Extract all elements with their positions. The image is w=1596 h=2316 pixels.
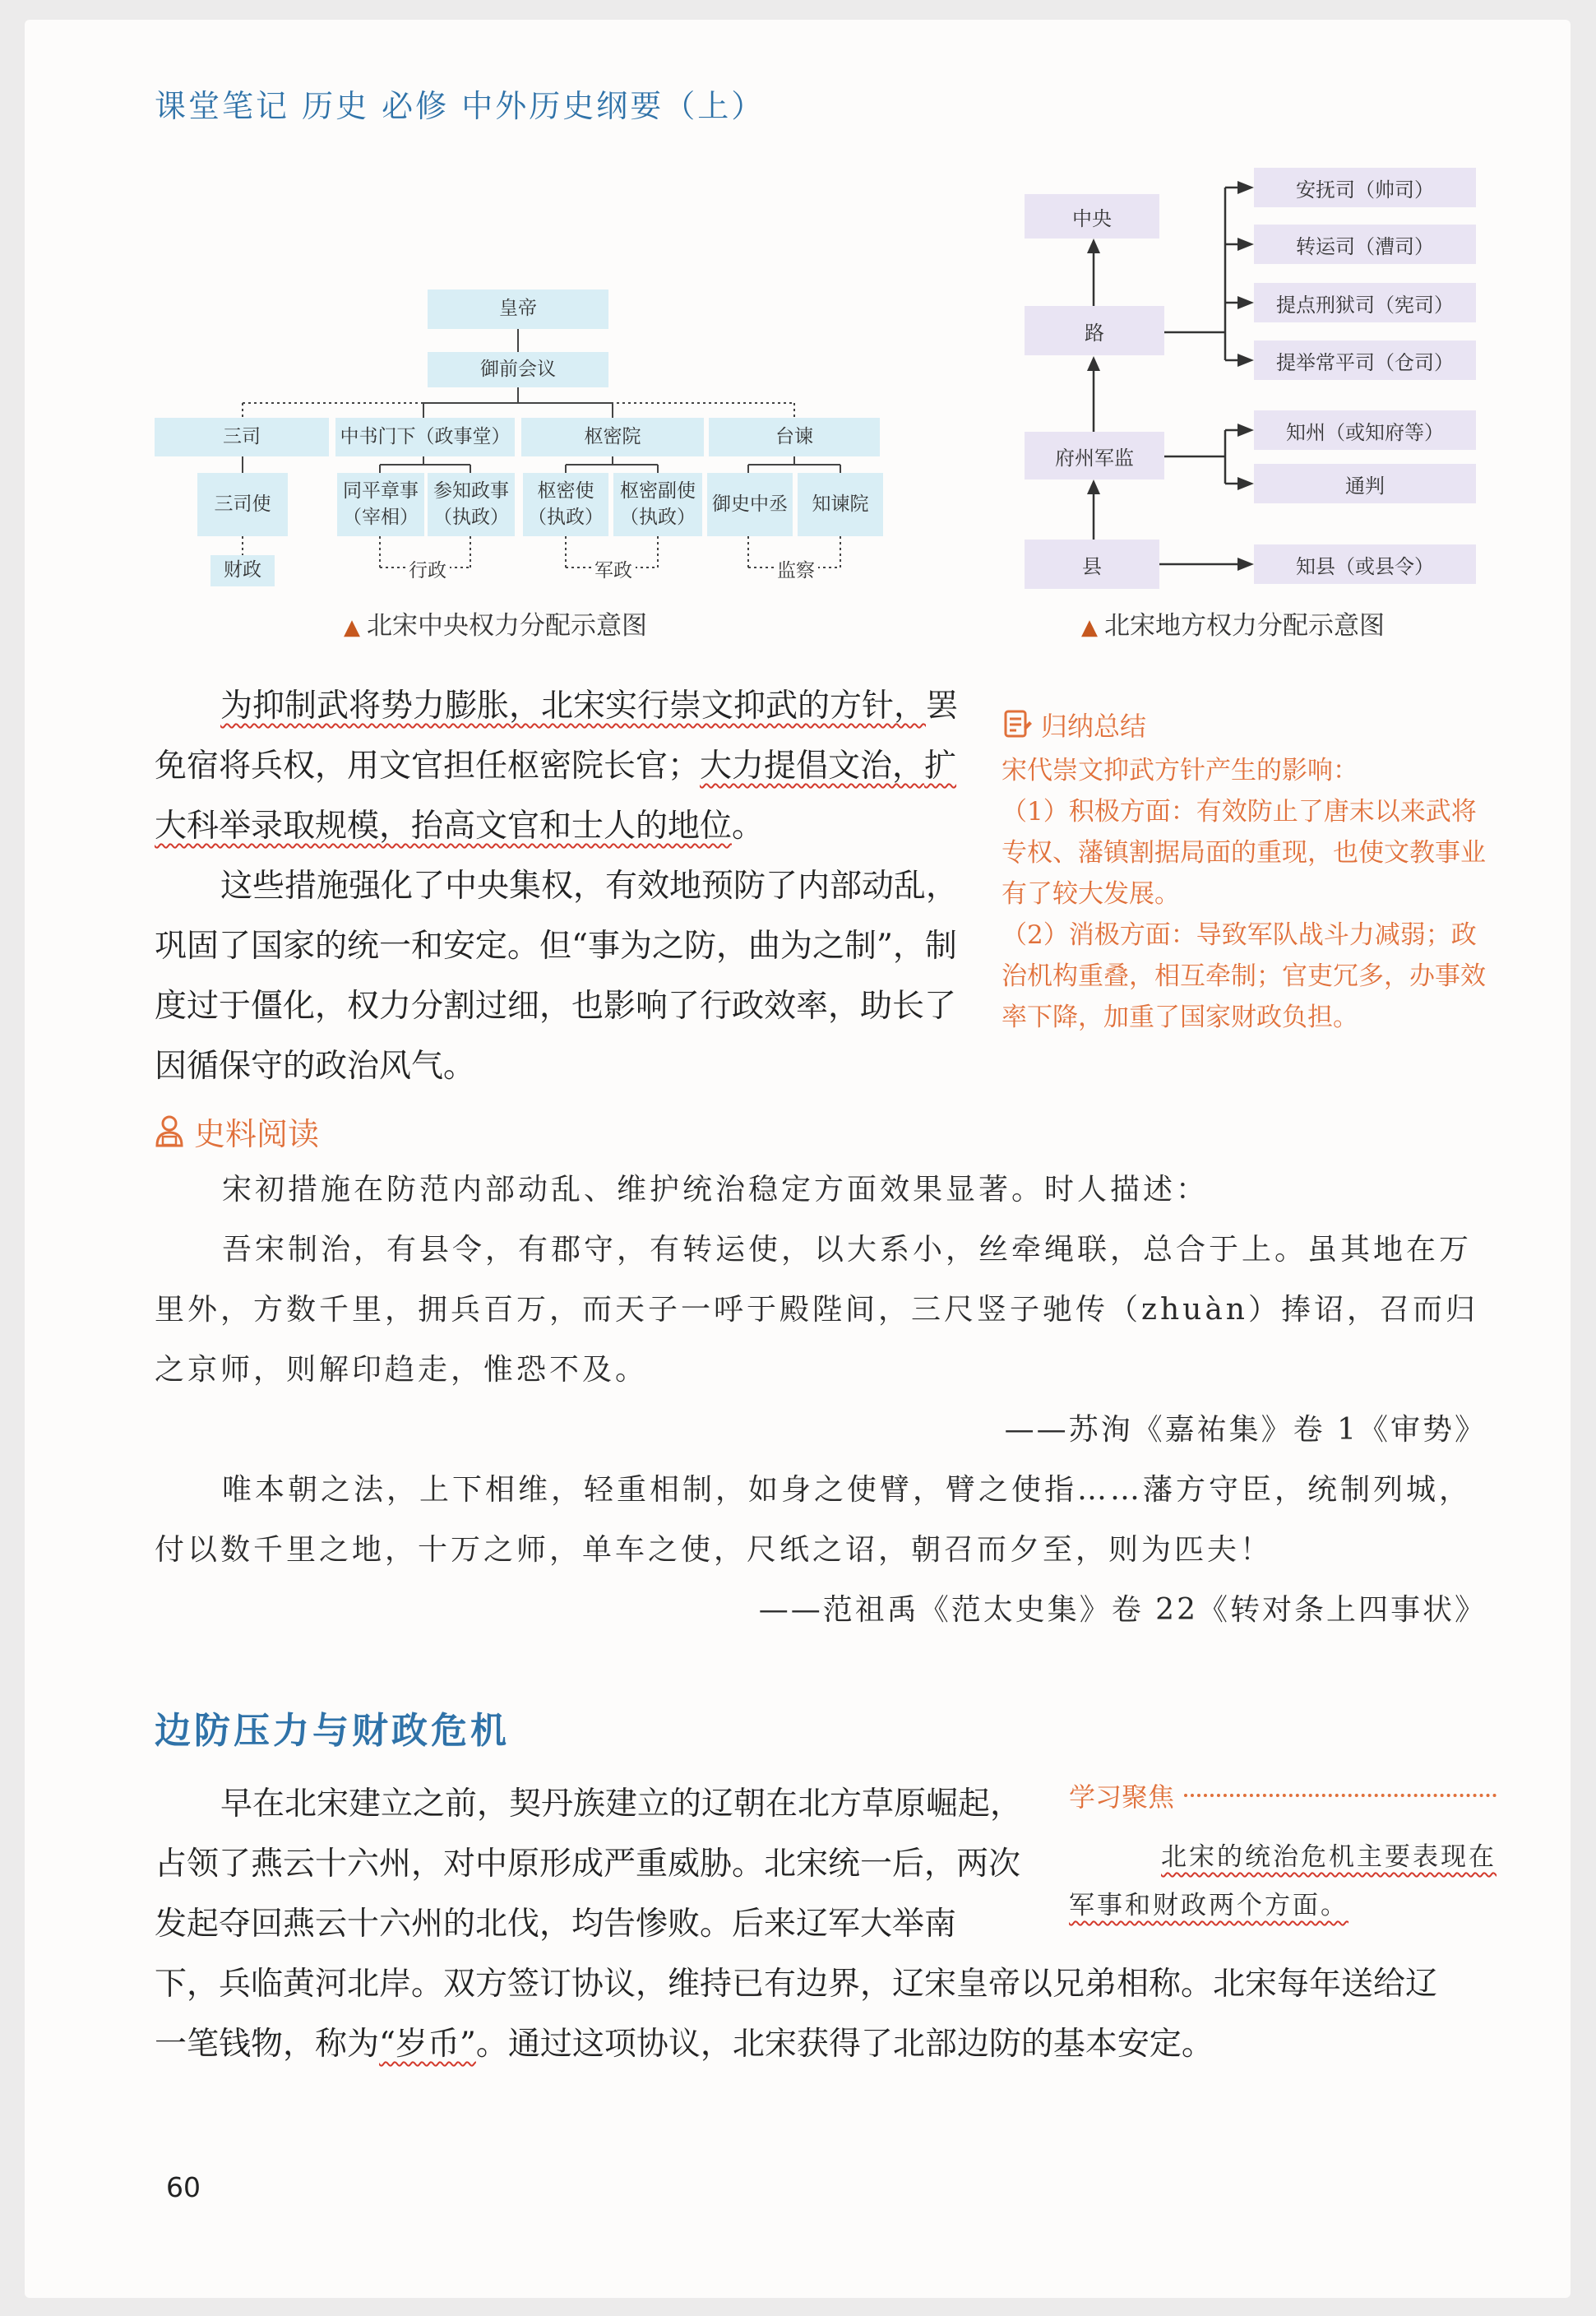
- focus-line-1: 北宋的统治危机主要表现在: [1161, 1842, 1497, 1872]
- focus-line-2: 军事和财政两个方面。: [1069, 1891, 1349, 1920]
- function-supervision: 监察: [774, 555, 818, 582]
- office-zhuanyunsi: 转运司（漕司）: [1254, 225, 1476, 264]
- reading-quote-1: 吾宋制治，有县令，有郡守，有转运使，以大系小，丝牵绳联，总合于上。虽其地在万里外，方数千里，拥兵百万，而天子一呼于殿陛间，三尺竖子驰传（zhuàn）捧诏，召而归之京师，则解印趋走，惟恐不及。: [155, 1233, 1478, 1387]
- summary-line: （2）消极方面：导致军队战斗力减弱；政治机构重叠，相互牵制；官吏冗多，办事效率下降，加重了国家财政负担。: [1002, 920, 1486, 1032]
- dept-sansi: 三司: [155, 418, 329, 456]
- official-zhijian: 知谏院: [798, 473, 883, 536]
- running-header: 课堂笔记 历史 必修 中外历史纲要（上）: [155, 88, 766, 124]
- reading-source-2: ——范祖禹《范太史集》卷 22《转对条上四事状》: [758, 1593, 1487, 1627]
- summary-box: [1002, 706, 1495, 1038]
- council-box: 御前会议: [428, 352, 608, 387]
- office-tidianxingyusi: 提点刑狱司（宪司）: [1254, 283, 1476, 322]
- office-zhixian: 知县（或县令）: [1254, 544, 1476, 584]
- office-zhizhou: 知州（或知府等）: [1254, 410, 1476, 450]
- official-shumifushi: 枢密副使 （执政）: [613, 473, 702, 536]
- function-finance: 财政: [210, 555, 275, 586]
- reading-intro: 宋初措施在防范内部动乱、维护统治稳定方面效果显著。时人描述：: [222, 1173, 1210, 1207]
- official-sansishi: 三司使: [197, 473, 288, 536]
- main-text-block: [155, 676, 960, 1096]
- function-military: 军政: [591, 555, 636, 582]
- reading-heading: 史料阅读: [153, 1109, 319, 1154]
- section2-para-bottom: 下，兵临黄河北岸。双方签订协议，维持已有边界，辽宋皇帝以兄弟相称。北宋每年送给辽 一笔钱物，称为“岁币”。通过这项协议，北宋获得了北部边防的基本安定。: [155, 1966, 1438, 2063]
- dept-zhongshu: 中书门下（政事堂）: [335, 418, 515, 456]
- reader-icon: [153, 1114, 186, 1149]
- notes-icon: [1002, 709, 1033, 740]
- focus-heading: 学习聚焦: [1069, 1781, 1175, 1813]
- learning-focus-box: [1069, 1776, 1497, 1921]
- level-xian: 县: [1025, 540, 1159, 589]
- office-anfusi: 安抚司（帅司）: [1254, 168, 1476, 207]
- dept-shumiyuan: 枢密院: [521, 418, 704, 456]
- official-shumishi: 枢密使 （执政）: [523, 473, 608, 536]
- level-lu: 路: [1025, 306, 1164, 355]
- triangle-icon: ▲: [1081, 615, 1098, 640]
- level-central: 中央: [1025, 194, 1159, 239]
- section2-para-top: 早在北宋建立之前，契丹族建立的辽朝在北方草原崛起，占领了燕云十六州，对中原形成严重威胁。北宋统一后，两次发起夺回燕云十六州的北伐，均告惨败。后来辽军大举南: [155, 1786, 1023, 1943]
- reading-source-1: ——苏洵《嘉祐集》卷 1《审势》: [1004, 1413, 1487, 1447]
- reading-quote-2: 唯本朝之法，上下相维，轻重相制，如身之使臂，臂之使指……藩方守臣，统制列城，付以数千里之地，十万之师，单车之使，尺纸之诏，朝召而夕至，则为匹夫！: [155, 1473, 1473, 1567]
- paragraph-policy: 为抑制武将势力膨胀，北宋实行崇文抑武的方针，罢免宿将兵权，用文官担任枢密院长官；大力提倡文治，扩大科举录取规模，抬高文官和士人的地位。: [155, 688, 959, 845]
- reading-block: [155, 1160, 1487, 1640]
- summary-line: （1）积极方面：有效防止了唐末以来武将专权、藩镇割据局面的重现，也使文教事业有了较大发展。: [1002, 797, 1486, 909]
- dept-taijian: 台谏: [709, 418, 880, 456]
- summary-line: 宋代崇文抑武方针产生的影响：: [1002, 756, 1358, 785]
- local-caption: ▲ 北宋地方权力分配示意图: [1081, 611, 1385, 641]
- summary-heading: 归纳总结: [1002, 706, 1495, 743]
- official-canzhi: 参知政事 （执政）: [428, 473, 515, 536]
- level-fuzhou: 府州军监: [1025, 432, 1164, 479]
- focus-divider: [1184, 1794, 1497, 1797]
- office-tongpan: 通判: [1254, 464, 1476, 503]
- emperor-box: 皇帝: [428, 290, 608, 329]
- section-title: 边防压力与财政危机: [155, 1710, 510, 1752]
- paragraph-effects: 这些措施强化了中央集权，有效地预防了内部动乱，巩固了国家的统一和安定。但“事为之防，曲为之制”，制度过于僵化，权力分割过细，也影响了行政效率，助长了因循保守的政治风气。: [155, 868, 959, 1085]
- central-caption: ▲ 北宋中央权力分配示意图: [344, 611, 647, 641]
- official-tongping: 同平章事 （宰相）: [337, 473, 424, 536]
- page-number: 60: [166, 2171, 201, 2203]
- official-yushi: 御史中丞: [707, 473, 793, 536]
- triangle-icon: ▲: [344, 615, 360, 640]
- function-admin: 行政: [405, 555, 450, 582]
- office-tijuchangpingsi: 提举常平司（仓司）: [1254, 340, 1476, 380]
